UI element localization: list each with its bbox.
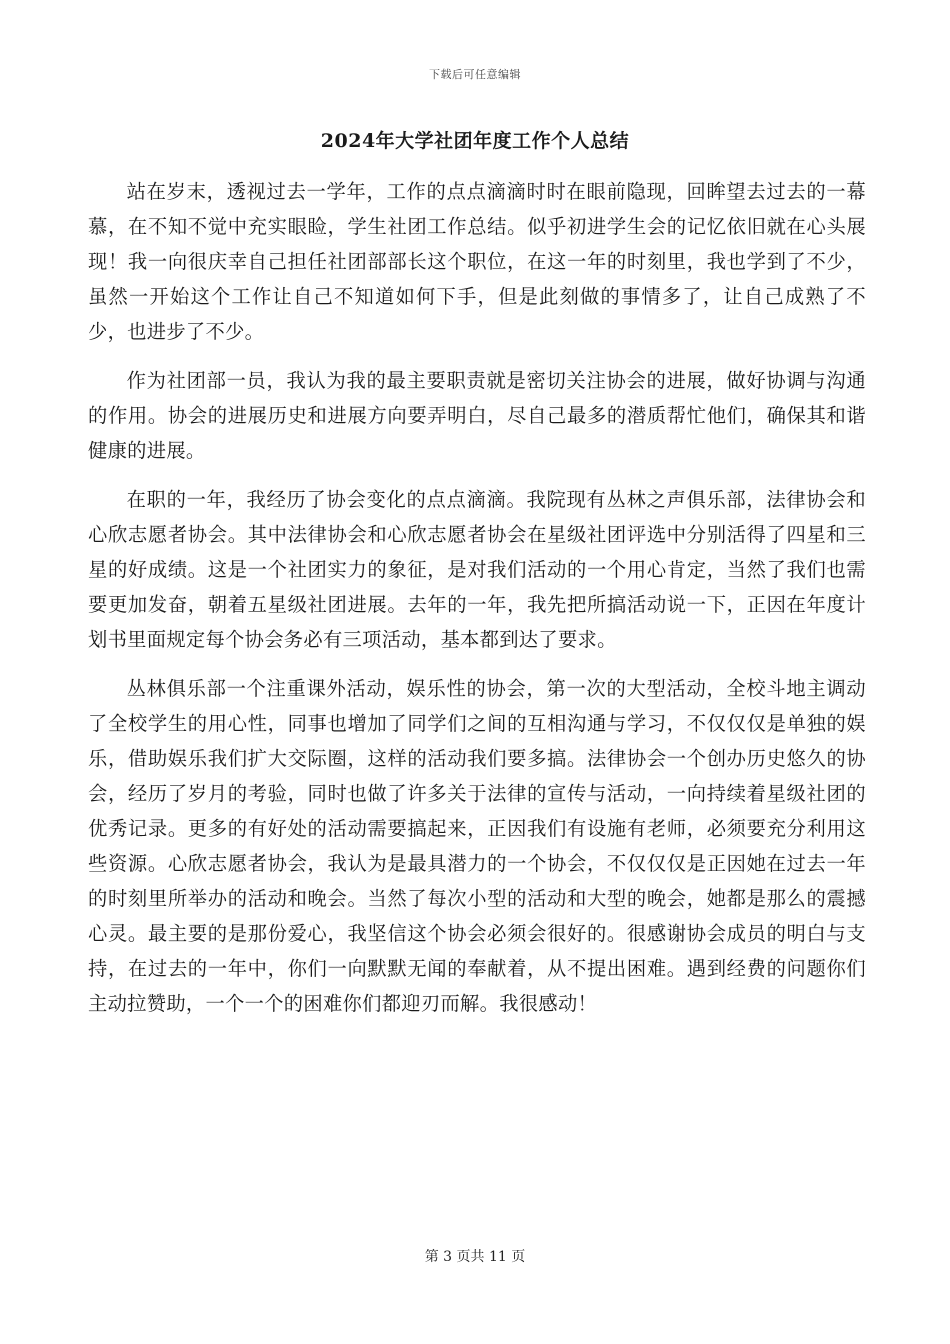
page-number: 第 3 页共 11 页 (424, 1249, 526, 1265)
document-title: 2024年大学社团年度工作个人总结 (320, 130, 630, 152)
document-body (88, 174, 866, 1035)
paragraph-associations: 在职的一年，我经历了协会变化的点点滴滴。我院现有丛林之声俱乐部，法律协会和心欣志愿者协会。其中法律协会和心欣志愿者协会在星级社团评选中分别活得了四星和三星的好成绩。这是一个社团实力的象征，是对我们活动的一个用心肯定，当然了我们也需要更加发奋，朝着五星级社团进展。去年的一年，我先把所搞活动说一下，正因在年度计划书里面规定每个协会务必有三项活动，基本都到达了要求。 (88, 488, 866, 651)
paragraph-activities: 丛林俱乐部一个注重课外活动，娱乐性的协会，第一次的大型活动，全校斗地主调动了全校学生的用心性，同事也增加了同学们之间的互相沟通与学习，不仅仅仅是单独的娱乐，借助娱乐我们扩大交际圈，这样的活动我们要多搞。法律协会一个创办历史悠久的协会，经历了岁月的考验，同时也做了许多关于法律的宣传与活动，一向持续着星级社团的优秀记录。更多的有好处的活动需要搞起来，正因我们有设施有老师，必须要充分利用这些资源。心欣志愿者协会，我认为是最具潜力的一个协会，不仅仅仅是正因她在过去一年的时刻里所举办的活动和晚会。当然了每次小型的活动和大型的晚会，她都是那么的震撼心灵。最主要的是那份爱心，我坚信这个协会必须会很好的。很感谢协会成员的明白与支持，在过去的一年中，你们一向默默无闻的奉献着，从不提出困难。遇到经费的问题你们主动拉赞助，一个一个的困难你们都迎刃而解。我很感动！ (88, 677, 866, 1015)
page-header-note: 下载后可任意编辑 (429, 68, 521, 81)
paragraph-duties: 作为社团部一员，我认为我的最主要职责就是密切关注协会的进展，做好协调与沟通的作用。协会的进展历史和进展方向要弄明白，尽自己最多的潜质帮忙他们，确保其和谐健康的进展。 (88, 369, 866, 462)
paragraph-intro: 站在岁末，透视过去一学年，工作的点点滴滴时时在眼前隐现，回眸望去过去的一幕慕，在不知不觉中充实眼睑，学生社团工作总结。似乎初进学生会的记忆依旧就在心头展现！我一向很庆幸自己担任社团部部长这个职位，在这一年的时刻里，我也学到了不少，虽然一开始这个工作让自己不知道如何下手，但是此刻做的事情多了，让自己成熟了不少，也进步了不少。 (88, 180, 866, 343)
